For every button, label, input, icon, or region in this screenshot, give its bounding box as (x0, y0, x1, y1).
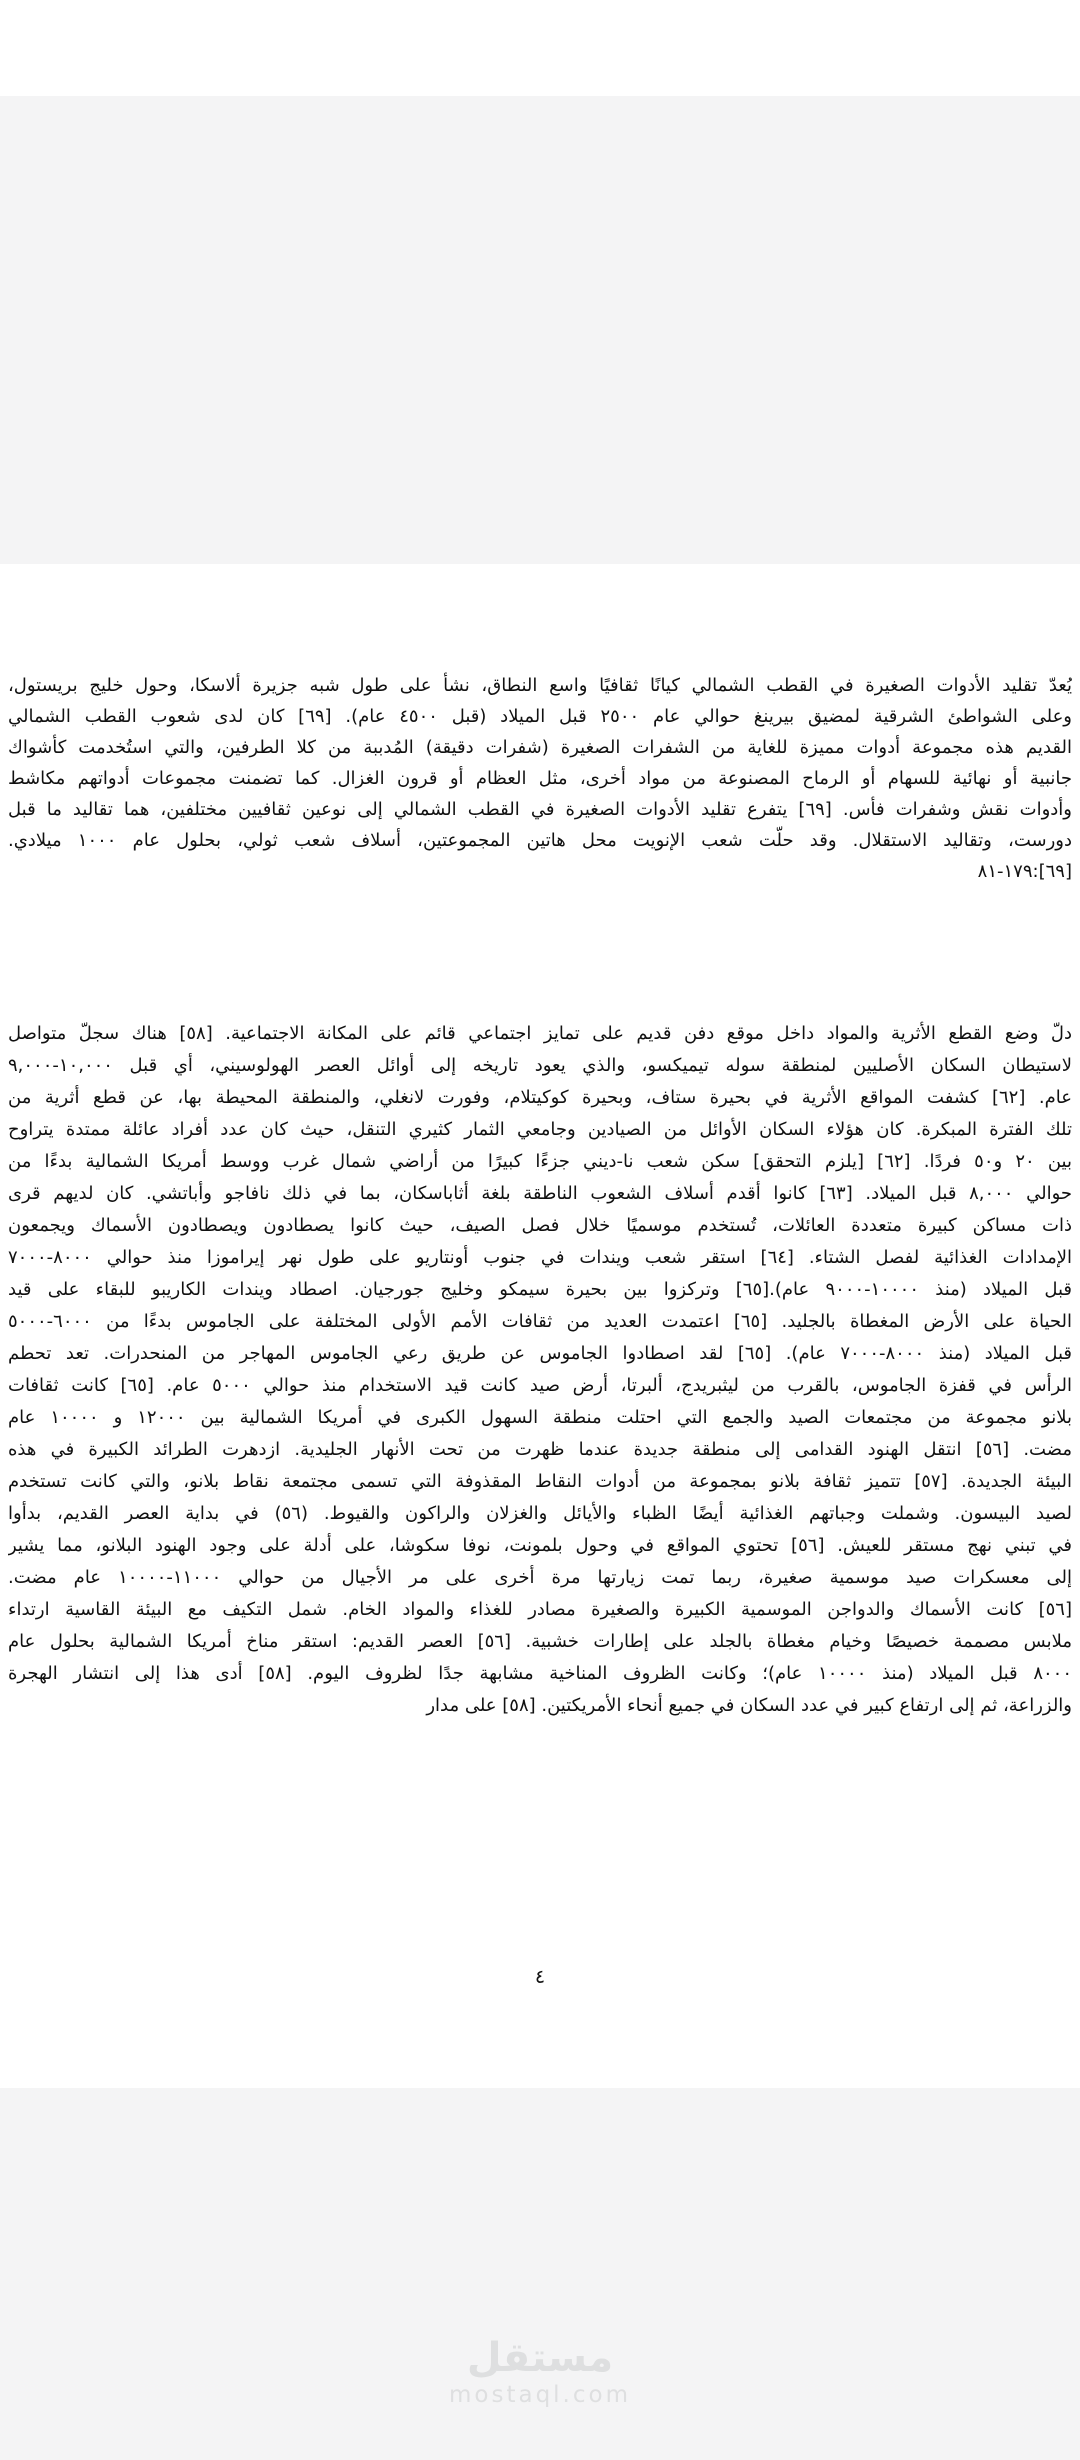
text-line: في تبني نهج مستقر للعيش. [٥٦] تحتوي المواقع في وحول بلمونت، نوفا سكوشا، على أدلة على وجود الهنود البلانو، مما يشير (8, 1535, 1072, 1556)
text-line: تلك الفترة المبكرة. كان هؤلاء السكان الأوائل من الصيادين وجامعي الثمار كثيري التنقل، حيث كان عدد أفراد عائلة ممتدة يتراوح (8, 1119, 1072, 1140)
mostaql-domain-text: mostaql.com (449, 2382, 631, 2408)
paragraph-2 (8, 1018, 1072, 1722)
mostaql-logo: مستقل (466, 2335, 614, 2381)
text-line: لاستيطان السكان الأصليين لمنطقة سوله تيميكسو، والذي يعود تاريخه إلى أوائل العصر الهولوسيني، أي قبل ١٠,٠٠٠-٩,٠٠٠ (8, 1055, 1072, 1076)
text-line: دلّ وضع القطع الأثرية والمواد داخل موقع دفن قديم على تمايز اجتماعي قائم على المكانة الاجتماعية. [٥٨] هناك سجلّ متواصل (8, 1023, 1072, 1044)
text-line: ملابس مصممة خصيصًا وخيام مغطاة بالجلد على إطارات خشبية. [٥٦] العصر القديم: استقر مناخ أمريكا الشمالية بحلول عام (8, 1631, 1072, 1652)
text-line: البيئة الجديدة. [٥٧] تتميز ثقافة بلانو بمجموعة من أدوات النقاط المقذوفة التي تسمى مجتمعة نقاط بلانو، والتي كانت تستخدم (8, 1471, 1072, 1492)
text-line: بلانو مجموعة من مجتمعات الصيد والجمع التي احتلت منطقة السهول الكبرى في أمريكا الشمالية بين ١٢٠٠٠ و ١٠٠٠٠ عام (8, 1407, 1072, 1428)
page-gap-band-bottom (0, 2088, 1080, 2460)
text-line: وأدوات نقش وشفرات فأس. [٦٩] يتفرع تقليد الأدوات الصغيرة في القطب الشمالي إلى نوعين ثقافيين مختلفين، هما تقاليد ما قبل (8, 799, 1072, 820)
citation-line: [٦٩]:١٧٩-٨١ (977, 861, 1072, 882)
text-line: الرأس في قفزة الجاموس، بالقرب من ليثبريدج، ألبرتا، أرض صيد كانت قيد الاستخدام منذ حوالي ٥٠٠٠ عام. [٦٥] كانت ثقافات (8, 1375, 1072, 1396)
text-line: لصيد البيسون. وشملت وجباتهم الغذائية أيضًا الظباء والأيائل والغزلان والراكون والقيوط. (٥٦) في بداية العصر القديم، بدأوا (8, 1503, 1072, 1524)
text-line: يُعدّ تقليد الأدوات الصغيرة في القطب الشمالي كيانًا ثقافيًا واسع النطاق، نشأ على طول شبه جزيرة ألاسكا، وحول خليج بريستول، (8, 675, 1072, 696)
text-line: حوالي ٨,٠٠٠ قبل الميلاد. [٦٣] كانوا أقدم أسلاف الشعوب الناطقة بلغة أثاباسكان، بما في ذلك نافاجو وأباتشي. كان لديهم قرى (8, 1183, 1072, 1204)
watermark (0, 2336, 1080, 2408)
text-line: دورست، وتقاليد الاستقلال. وقد حلّت شعب الإنويت محل هاتين المجموعتين، أسلاف شعب ثولي، بحلول عام ١٠٠٠ ميلادي. (8, 830, 1072, 851)
page-number: ٤ (534, 1966, 546, 1988)
text-line: القديم هذه مجموعة أدوات مميزة للغاية من الشفرات الصغيرة (شفرات دقيقة) المُدببة من كلا الطرفين، والتي استُخدمت كأشواك (8, 737, 1072, 758)
text-line: مضت. [٥٦] انتقل الهنود القدامى إلى منطقة جديدة عندما ظهرت من تحت الأنهار الجليدية. ازدهرت الطرائد الكبيرة في هذه (8, 1439, 1072, 1460)
text-line: بين ٢٠ و٥٠ فردًا. [٦٢] [يلزم التحقق] سكن شعب نا-ديني جزءًا كبيرًا من أراضي شمال غرب ووسط أمريكا الشمالية بدءًا من (8, 1151, 1072, 1172)
paragraph-1 (8, 670, 1072, 887)
text-line: والزراعة، ثم إلى ارتفاع كبير في عدد السكان في جميع أنحاء الأمريكتين. [٥٨] على مدار (426, 1695, 1072, 1716)
top-margin-strip (0, 0, 1080, 96)
text-line: قبل الميلاد (منذ ١٠٠٠٠-٩٠٠٠ عام).[٦٥] وتركزوا بين بحيرة سيمكو وخليج جورجيان. اصطاد ويندات الكاريبو للبقاء على قيد (8, 1279, 1072, 1300)
document-page (0, 564, 1080, 2088)
page-gap-band-top (0, 96, 1080, 564)
text-line: ذات مساكن كبيرة متعددة العائلات، تُستخدم موسميًا خلال فصل الصيف، حيث كانوا يصطادون ويصطادون الأسماك ويجمعون (8, 1215, 1072, 1236)
text-line: قبل الميلاد (منذ ٨٠٠٠-٧٠٠٠ عام). [٦٥] لقد اصطادوا الجاموس عن طريق رعي الجاموس المهاجر من المنحدرات. تعد تحطم (8, 1343, 1072, 1364)
text-line: ٨٠٠٠ قبل الميلاد (منذ ١٠٠٠٠ عام)؛ وكانت الظروف المناخية مشابهة جدًا لظروف اليوم. [٥٨] أدى هذا إلى انتشار الهجرة (8, 1663, 1072, 1684)
text-line: وعلى الشواطئ الشرقية لمضيق بيرينغ حوالي عام ٢٥٠٠ قبل الميلاد (قبل ٤٥٠٠ عام). [٦٩] كان لدى شعوب القطب الشمالي (8, 706, 1072, 727)
text-line: [٥٦] كانت الأسماك والدواجن الموسمية الكبيرة والصغيرة مصادر للغذاء والمواد الخام. شمل التكيف مع البيئة القاسية ارتداء (8, 1599, 1072, 1620)
text-line: الإمدادات الغذائية لفصل الشتاء. [٦٤] استقر شعب ويندات في جنوب أونتاريو على طول نهر إيراموزا منذ حوالي ٨٠٠٠-٧٠٠٠ (8, 1247, 1072, 1268)
text-line: عام. [٦٢] كشفت المواقع الأثرية في بحيرة ستاف، وبحيرة كوكيتلام، وفورت لانغلي، والمنطقة المحيطة بها، عن قطع أثرية من (8, 1087, 1072, 1108)
text-line: الحياة على الأرض المغطاة بالجليد. [٦٥] اعتمدت العديد من ثقافات الأمم الأولى المختلفة على الجاموس بدءًا من ٦٠٠٠-٥٠٠٠ (8, 1311, 1072, 1332)
text-line: جانبية أو نهائية للسهام أو الرماح المصنوعة من مواد أخرى، مثل العظام أو قرون الغزال. كما تضمنت مجموعات أدواتهم مكاشط (8, 768, 1072, 789)
text-line: إلى معسكرات صيد موسمية صغيرة، ربما تمت زيارتها مرة أخرى على مر الأجيال من حوالي ١١٠٠٠-١٠٠٠٠ عام مضت. (8, 1567, 1072, 1588)
